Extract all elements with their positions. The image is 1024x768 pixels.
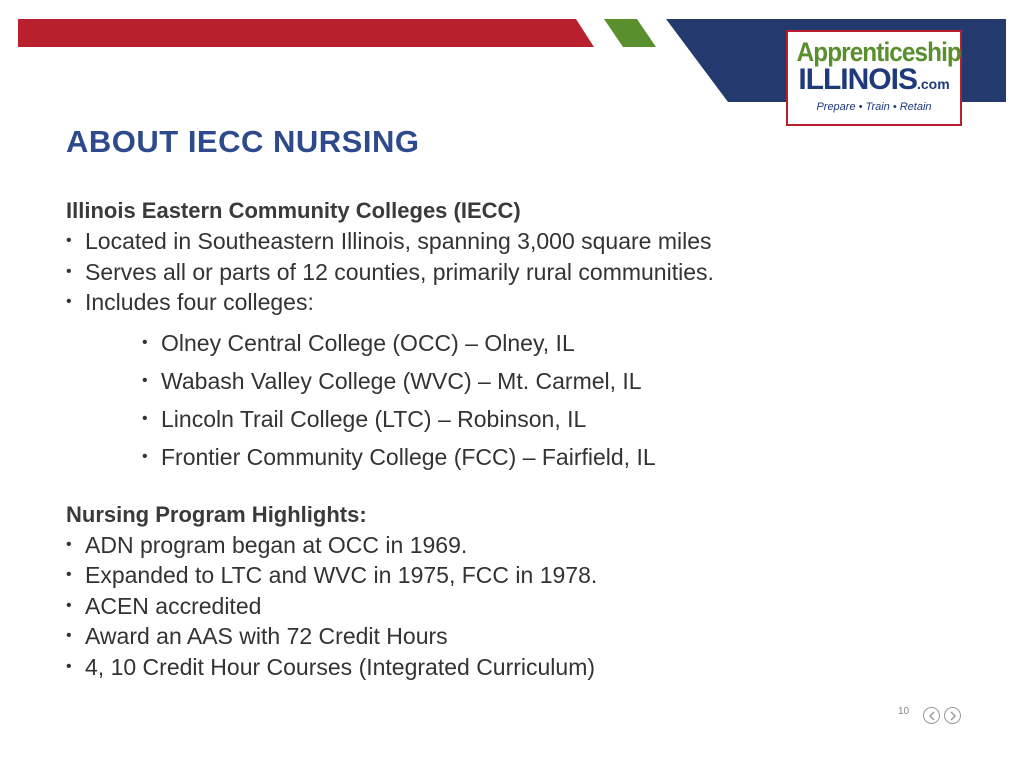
logo-line2 (788, 63, 960, 98)
bullet-icon: • (142, 447, 148, 465)
bullet-icon: • (66, 627, 72, 644)
logo-tagline: Prepare • Train • Retain (816, 101, 932, 113)
bullet-icon: • (66, 596, 72, 614)
nursing-bullets (66, 530, 946, 683)
bullet-icon: • (66, 657, 72, 675)
page-number: 10 (898, 706, 910, 717)
list-item: • 4, 10 Credit Hour Courses (Integrated Curriculum) (66, 652, 946, 683)
bullet-icon: • (142, 371, 148, 389)
slide-content (66, 196, 946, 682)
list-item: • ADN program began at OCC in 1969. (66, 530, 946, 561)
chevron-left-icon[interactable] (923, 707, 940, 724)
apprenticeship-illinois-logo (786, 30, 962, 126)
chevron-right-icon[interactable] (944, 707, 961, 724)
slide-title: ABOUT IECC NURSING (66, 124, 420, 159)
bullet-icon: • (66, 535, 72, 553)
bullet-icon: • (142, 333, 148, 351)
bullet-icon: • (142, 409, 148, 427)
logo-illinois: ILLINOIS (798, 63, 917, 96)
section-heading-nursing: Nursing Program Highlights: (66, 501, 367, 527)
nursing-highlights-section (66, 500, 946, 683)
list-item: • Includes four colleges: (66, 287, 946, 318)
banner-red-stripe (18, 19, 594, 47)
list-item: • Olney Central College (OCC) – Olney, IL (142, 324, 946, 362)
list-item: • Serves all or parts of 12 counties, primarily rural communities. (66, 257, 946, 288)
iecc-bullets (66, 226, 946, 318)
logo-com: .com (916, 76, 950, 92)
list-item: • Expanded to LTC and WVC in 1975, FCC in 1978. (66, 560, 946, 591)
banner-green-stripe (604, 19, 656, 47)
list-item: • Award an AAS with 72 Credit Hours (66, 621, 946, 652)
bullet-icon: • (66, 566, 72, 583)
list-item: • Located in Southeastern Illinois, spanning 3,000 square miles (66, 226, 946, 257)
logo-line1: Apprenticeship (796, 37, 961, 67)
list-item: • Frontier Community College (FCC) – Fairfield, IL (142, 438, 946, 476)
section-heading-iecc: Illinois Eastern Community Colleges (IECC) (66, 198, 521, 223)
list-item: • Wabash Valley College (WVC) – Mt. Carmel, IL (142, 362, 946, 400)
bullet-icon: • (66, 293, 72, 310)
bullet-icon: • (66, 262, 72, 280)
bullet-icon: • (66, 232, 72, 249)
list-item: • Lincoln Trail College (LTC) – Robinson, IL (142, 400, 946, 438)
list-item: • ACEN accredited (66, 591, 946, 622)
college-list (142, 324, 946, 476)
